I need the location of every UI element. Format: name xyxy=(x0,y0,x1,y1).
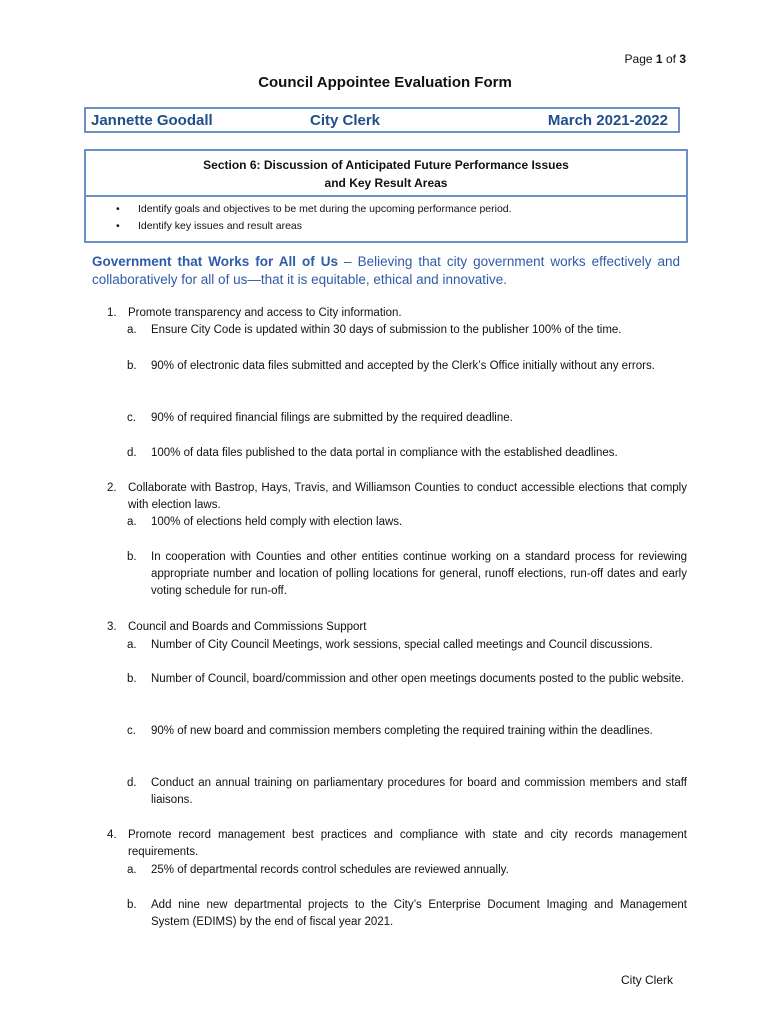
sub-item-letter: c. xyxy=(127,725,136,737)
sub-item-letter: b. xyxy=(127,673,137,685)
page-label-prefix: Page xyxy=(624,52,653,66)
sub-item-text: 90% of new board and commission members completing the required training within the deadlines. xyxy=(151,725,653,737)
item-text: Promote transparency and access to City information. xyxy=(128,307,402,319)
sub-item-letter: d. xyxy=(127,447,137,459)
appointee-name: Jannette Goodall xyxy=(91,112,213,129)
section-box xyxy=(84,149,688,243)
page-number xyxy=(625,52,686,66)
item-number: 3. xyxy=(107,621,117,633)
sub-item-text: 25% of departmental records control schedules are reviewed annually. xyxy=(151,864,509,876)
sub-item-text: Number of City Council Meetings, work sessions, special called meetings and Council discussions. xyxy=(151,639,653,651)
sub-item-text: 90% of required financial filings are submitted by the required deadline. xyxy=(151,412,513,424)
item-text: Promote record management best practices and compliance with state and city records management requirements. xyxy=(128,829,687,858)
sub-item-text: Ensure City Code is updated within 30 days of submission to the publisher 100% of the time. xyxy=(151,324,622,336)
appointee-role: City Clerk xyxy=(310,112,381,129)
sub-item-text: In cooperation with Counties and other entities continue working on a standard process for reviewing appropriate number and location of polling locations for general, runoff elections, run-off dates and early voting schedule for run-off. xyxy=(151,551,687,597)
header-box xyxy=(84,107,680,133)
goal-statement xyxy=(92,253,680,289)
sub-item-letter: b. xyxy=(127,551,137,563)
item-text: Council and Boards and Commissions Support xyxy=(128,621,367,633)
sub-item-letter: a. xyxy=(127,639,137,651)
section-title xyxy=(86,151,686,197)
sub-item-letter: c. xyxy=(127,412,136,424)
evaluation-period: March 2021-2022 xyxy=(547,112,668,129)
sub-item-text: 100% of elections held comply with election laws. xyxy=(151,516,403,528)
sub-item-letter: d. xyxy=(127,777,137,789)
sub-item-text: Add nine new departmental projects to the City’s Enterprise Document Imaging and Management System (EDIMS) by the end of fiscal year 2021. xyxy=(151,899,687,928)
item-number: 2. xyxy=(107,482,117,494)
sub-item-text: 100% of data files published to the data portal in compliance with the established deadlines. xyxy=(151,447,618,459)
section-bullet: • Identify goals and objectives to be met during the upcoming performance period. xyxy=(116,201,686,218)
sub-item-letter: a. xyxy=(127,864,137,876)
form-title: Council Appointee Evaluation Form xyxy=(258,74,512,91)
section-bullet: • Identify key issues and result areas xyxy=(116,218,686,235)
sub-item-text: 90% of electronic data files submitted and accepted by the Clerk’s Office initially without any errors. xyxy=(151,360,655,372)
section-title-line2: and Key Result Areas xyxy=(324,176,448,190)
footer-department: City Clerk xyxy=(620,973,673,987)
sub-item-text: Number of Council, board/commission and other open meetings documents posted to the public website. xyxy=(151,673,685,685)
page-total: 3 xyxy=(679,52,686,66)
goal-text: – Believing that city government works effectively and collaboratively for all of us—that it is equitable, ethical and innovative. xyxy=(92,254,680,287)
section-title-line1: Section 6: Discussion of Anticipated Future Performance Issues xyxy=(203,158,569,172)
sub-item-letter: b. xyxy=(127,360,137,372)
page-current: 1 xyxy=(655,52,663,66)
goal-heading: Government that Works for All of Us xyxy=(92,254,339,269)
sub-item-text: Conduct an annual training on parliamentary procedures for board and commission members and staff liaisons. xyxy=(151,777,687,806)
section-bullets xyxy=(86,197,686,235)
sub-item-letter: a. xyxy=(127,516,137,528)
sub-item-letter: a. xyxy=(127,324,137,336)
sub-item-letter: b. xyxy=(127,899,137,911)
item-number: 1. xyxy=(107,307,117,319)
item-number: 4. xyxy=(107,829,117,841)
page-label-of: of xyxy=(665,52,676,66)
item-text: Collaborate with Bastrop, Hays, Travis, and Williamson Counties to conduct accessible elections that comply with election laws. xyxy=(128,482,687,511)
